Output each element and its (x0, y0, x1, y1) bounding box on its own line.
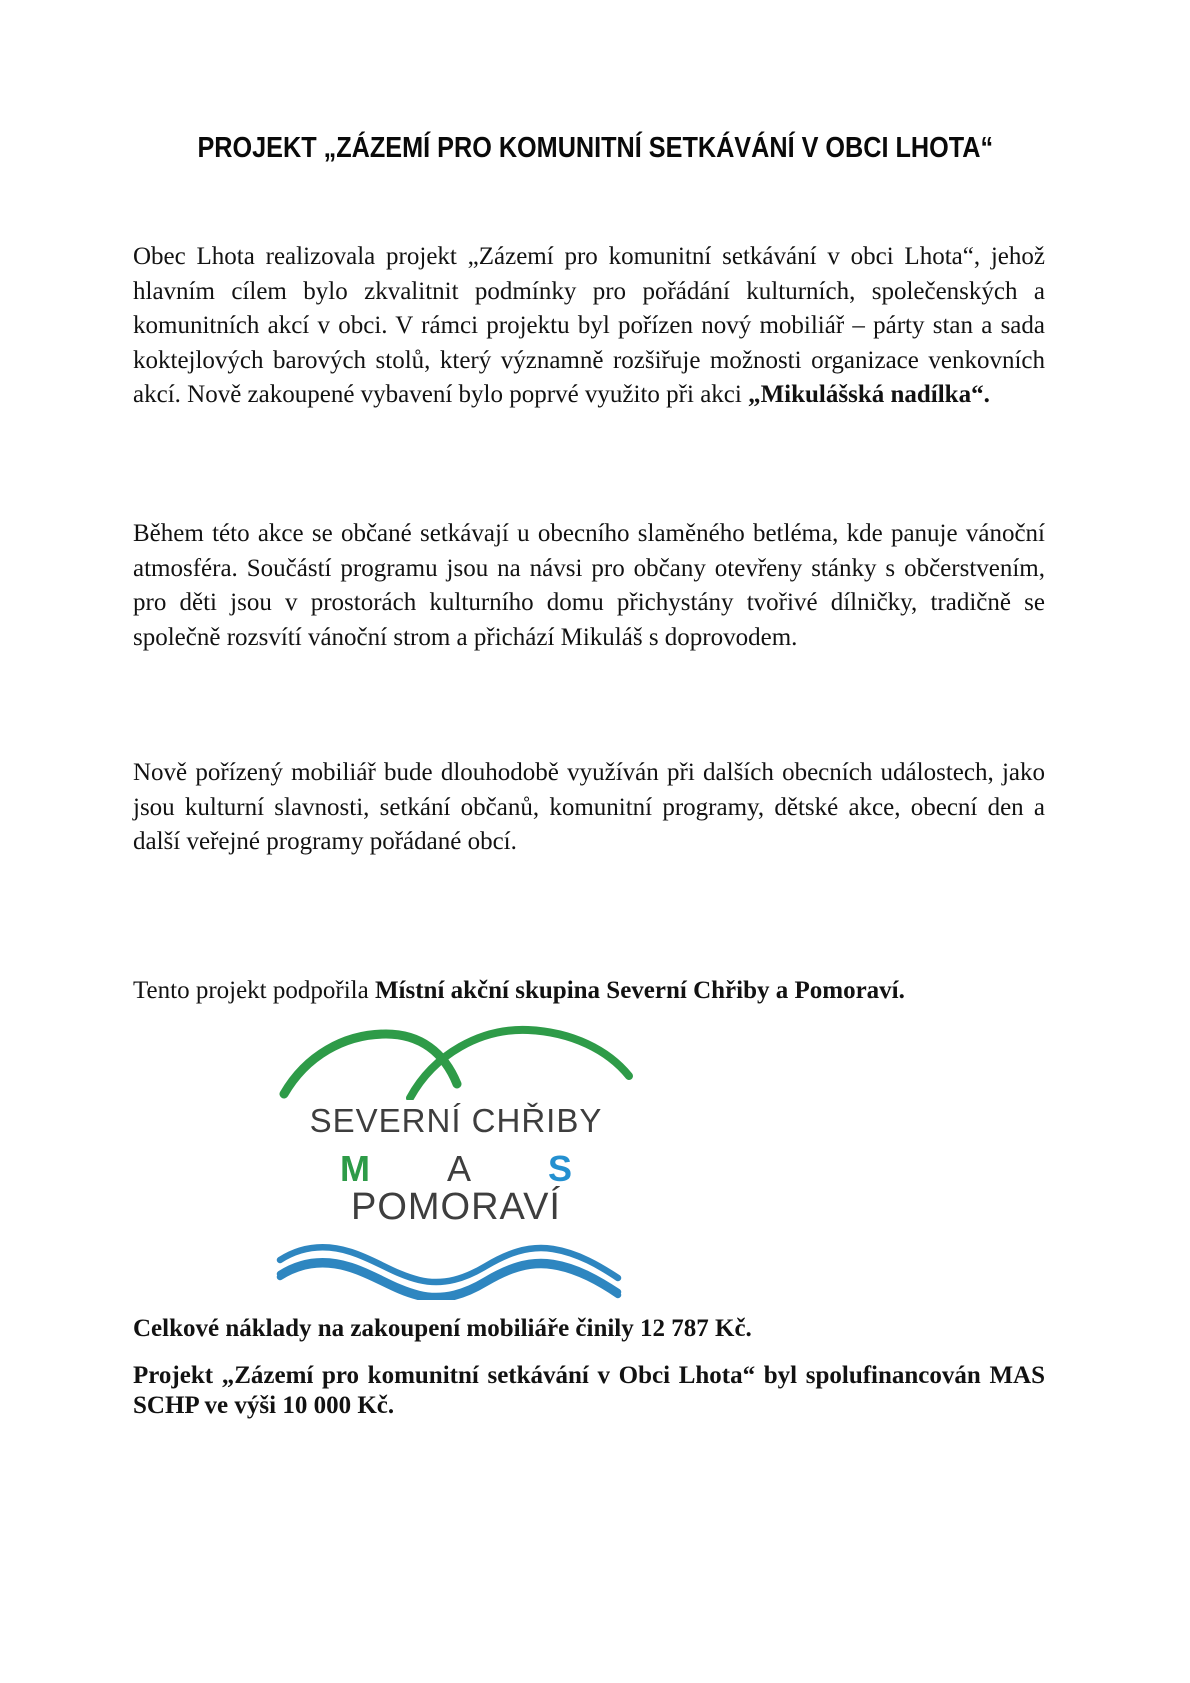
logo-text-mas (340, 1148, 572, 1190)
support-organization-bold: Místní akční skupina Severní Chřiby a Pomoraví. (374, 977, 905, 1004)
paragraph-event-description: Během této akce se občané setkávají u obecního slaměného betléma, kde panuje vánoční atmosféra. Součástí programu jsou na návsi pro občany otevřeny stánky s občerstvením, pro děti jsou v prostorách kulturního domu přichystány tvořivé dílničky, tradičně se společně rozsvítí vánoční strom a přichází Mikuláš s doprovodem. (133, 520, 1045, 651)
logo-letter-a: A (446, 1148, 471, 1189)
paragraph-future-use: Nově pořízený mobiliář bude dlouhodobě využíván při dalších obecních událostech, jako jsou kulturní slavnosti, setkání občanů, komunitní programy, dětské akce, obecní den a další veřejné programy pořádané obcí. (133, 759, 1045, 856)
green-hills-icon (276, 1022, 636, 1100)
logo-letter-s: S (547, 1148, 572, 1189)
page-title (0, 132, 1190, 165)
page-title-text: PROJEKT „ZÁZEMÍ PRO KOMUNITNÍ SETKÁVÁNÍ V OBCI LHOTA“ (197, 132, 993, 164)
logo-letter-m: M (340, 1148, 370, 1189)
paragraph-project-intro-text: Obec Lhota realizovala projekt „Zázemí pro komunitní setkávání v obci Lhota“, jehož hlavním cílem bylo zkvalitnit podmínky pro pořádání kulturních, společenských a komunitních akcí v obci. V rámci projektu byl pořízen nový mobiliář – párty stan a sada koktejlových barových stolů, který významně rozšiřuje možnosti organizace venkovních akcí. Nově zakoupené vybavení bylo poprvé využito při akci (133, 243, 1045, 409)
mas-severni-chriby-logo (276, 1020, 636, 1300)
logo-text-severni-chriby: SEVERNÍ CHŘIBY (309, 1102, 603, 1139)
river-waves-icon (276, 1242, 636, 1300)
cofinance-line: Projekt „Zázemí pro komunitní setkávání v Obci Lhota“ byl spolufinancován MAS SCHP ve výši 10 000 Kč. (133, 1362, 1045, 1419)
paragraph-project-intro (133, 240, 1045, 413)
support-line (133, 974, 1045, 1009)
logo-text-pomoravi: POMORAVÍ (351, 1186, 561, 1228)
event-name-bold: „Mikulášská nadílka“. (748, 381, 990, 409)
support-line-text: Tento projekt podpořila (133, 977, 375, 1004)
costs-line: Celkové náklady na zakoupení mobiliáře činily 12 787 Kč. (133, 1315, 752, 1342)
